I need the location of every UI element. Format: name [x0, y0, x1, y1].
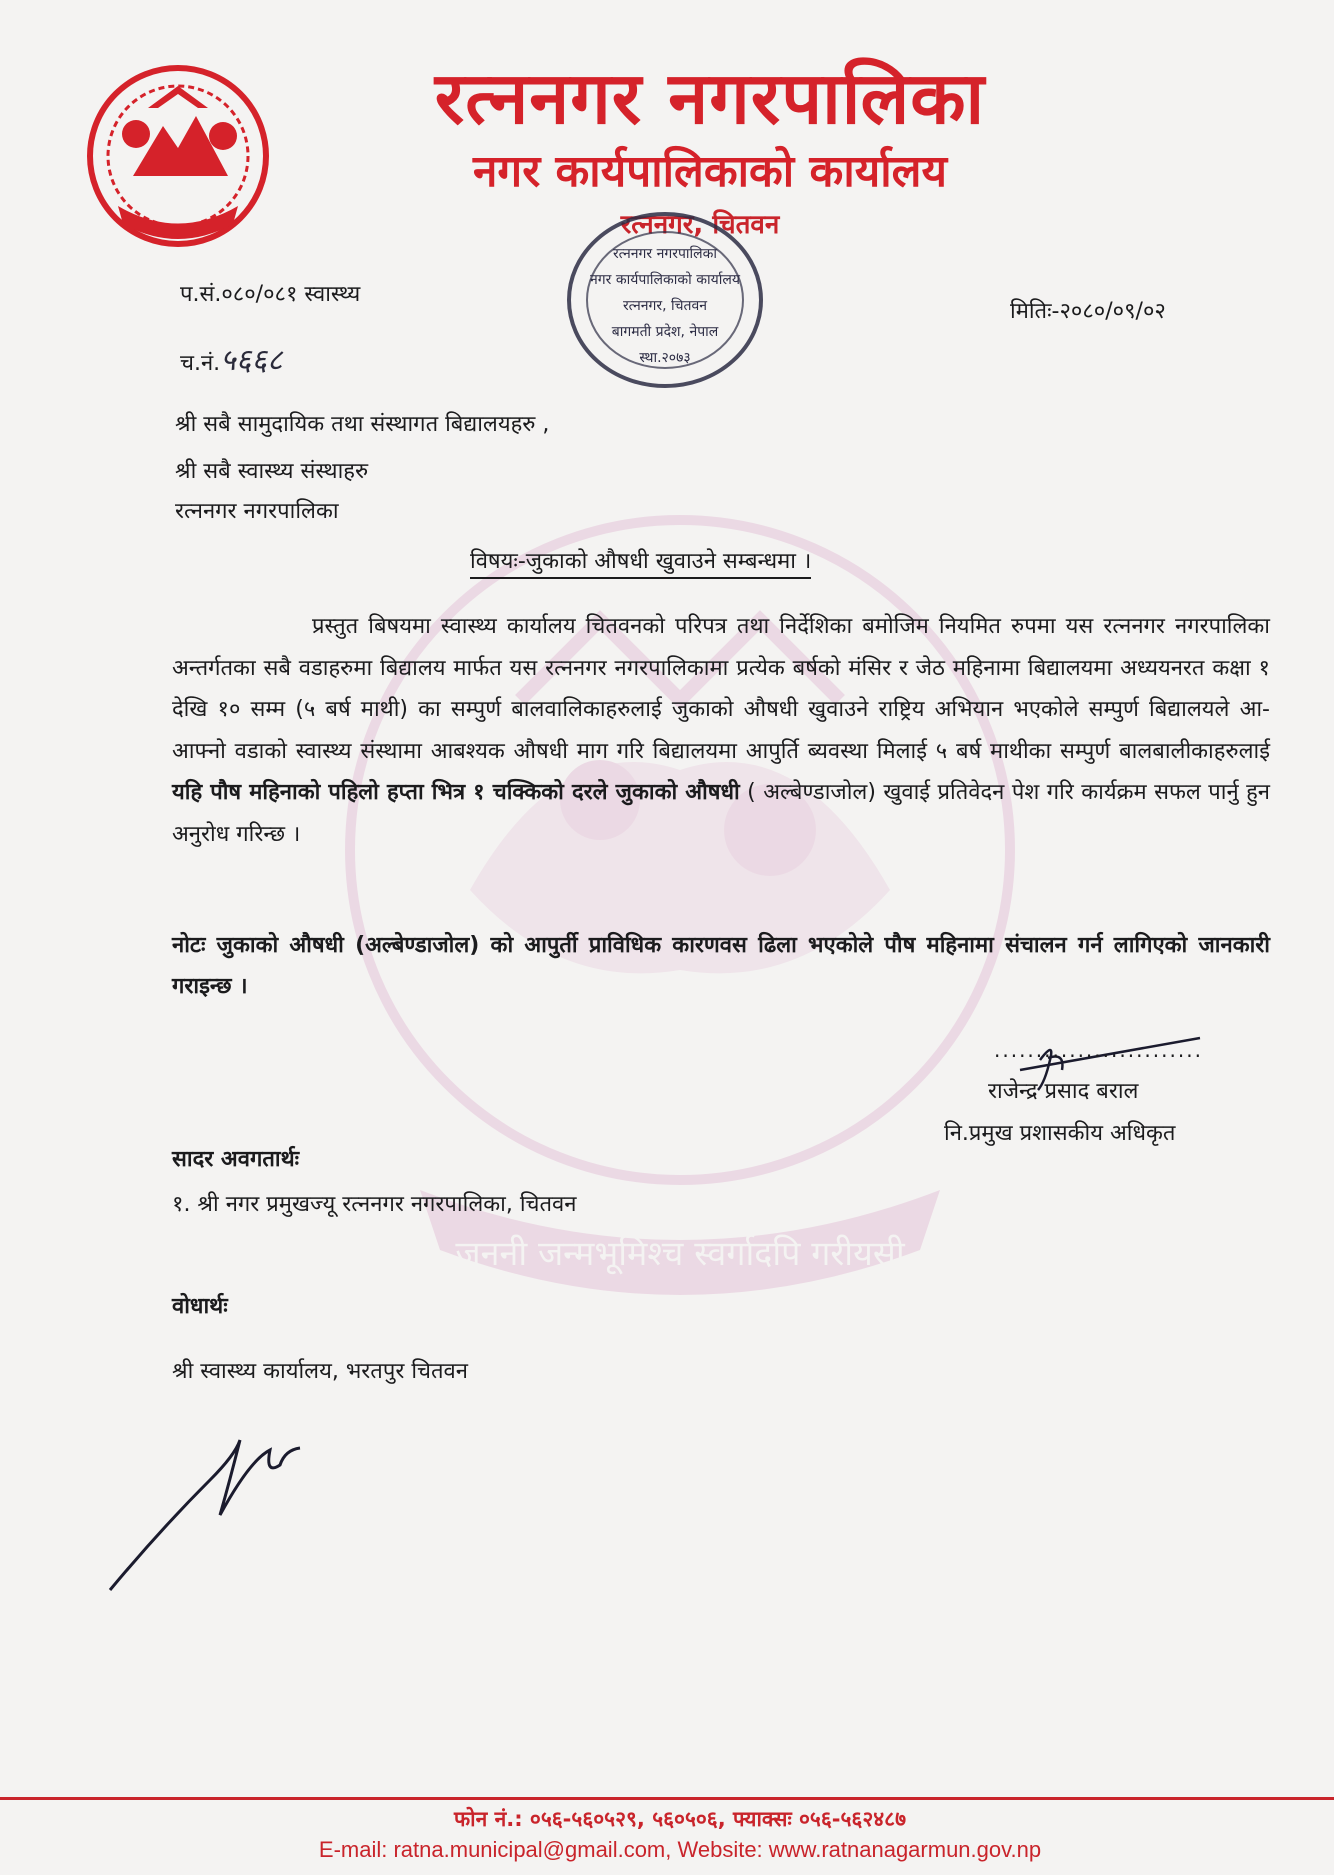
- signatory-title: नि.प्रमुख प्रशासकीय अधिकृत: [944, 1121, 1176, 1146]
- letterhead-subtitle: नगर कार्यपालिकाको कार्यालय: [473, 146, 947, 197]
- addressee-line: श्री सबै सामुदायिक तथा संस्थागत बिद्यालयहरु ,: [175, 412, 550, 437]
- stamp-line-3: रत्ननगर, चितवन: [622, 298, 708, 314]
- office-stamp-icon: [555, 200, 775, 400]
- body-text-part-1: प्रस्तुत बिषयमा स्वास्थ्य कार्यालय चितवनको परिपत्र तथा निर्देशिका बमोजिम नियमित रुपमा यस रत्ननगर नगरपालिका अन्तर्गतका सबै वडाहरुमा बिद्यालय मार्फत यस रत्ननगर नगरपालिकामा प्रत्येक बर्षको मंसिर र जेठ महिनामा बिद्यालयमा अध्ययनरत कक्षा १ देखि १० सम्म (५ बर्ष माथी) का सम्पुर्ण बालवालिकाहरुलाई जुकाको औषधी खुवाउने राष्ट्रिय अभियान भएकोले सम्पुर्ण बिद्यालयले आ-आफ्नो वडाको स्वास्थ्य संस्थामा आबश्यक औषधी माग गरि बिद्यालयमा आपुर्ति ब्यवस्था मिलाई ५ बर्ष माथीका सम्पुर्ण बालबालीकाहरुलाई: [172, 614, 1270, 764]
- signatory-name: राजेन्द्र प्रसाद बराल: [988, 1079, 1139, 1104]
- letter-body: [172, 606, 1270, 855]
- letter-subject: विषयः-जुकाको औषधी खुवाउने सम्बन्धमा ।: [470, 545, 811, 579]
- footer-contact: E-mail: ratna.municipal@gmail.com, Website: www.ratnanagarmun.gov.np: [318, 1837, 1042, 1862]
- body-text-part-2: ( अल्बेण्डाजोल) खुवाई प्रतिवेदन पेश गरि कार्यक्रम सफल पार्नु हुन अनुरोध गरिन्छ ।: [172, 780, 1270, 847]
- dispatch-label: च.नं.: [180, 351, 221, 376]
- dispatch-number: [180, 338, 283, 379]
- dispatch-value: ५६६८: [220, 343, 283, 378]
- letterhead-title: रत्ननगर नगरपालिका: [434, 56, 986, 140]
- info-to-item: श्री स्वास्थ्य कार्यालय, भरतपुर चितवन: [172, 1359, 468, 1384]
- signature-dots: .........................: [994, 1038, 1203, 1062]
- stamp-line-2: नगर कार्यपालिकाको कार्यालय: [590, 272, 740, 288]
- addressee-line: श्री सबै स्वास्थ्य संस्थाहरु: [175, 459, 369, 484]
- body-text-bold: यहि पौष महिनाको पहिलो हप्ता भित्र १ चक्किको दरले जुकाको औषधी: [172, 780, 740, 805]
- stamp-line-5: स्था.२०७३: [639, 350, 691, 366]
- watermark-motto: जननी जन्मभूमिश्च स्वर्गादपि गरीयसी: [455, 1234, 905, 1274]
- stamp-line-1: रत्ननगर नगरपालिका: [612, 246, 718, 262]
- footer-phone: फोन नं.: ०५६-५६०५२९, ५६०५०६, फ्याक्सः ०५६-५६२४८७: [453, 1807, 906, 1831]
- reference-number: प.सं.०८०/०८१ स्वास्थ्य: [180, 282, 361, 307]
- initials-scribble-icon: [100, 1420, 340, 1600]
- addressee-line: रत्ननगर नगरपालिका: [175, 499, 339, 524]
- letter-note: नोटः जुकाको औषधी (अल्बेण्डाजोल) को आपुर्ती प्राविधिक कारणवस ढिला भएकोले पौष महिनामा संचालन गर्न लागिएको जानकारी गराइन्छ ।: [172, 933, 1270, 999]
- copy-to-item: १. श्री नगर प्रमुखज्यू रत्ननगर नगरपालिका, चितवन: [172, 1192, 577, 1217]
- stamp-line-4: बागमती प्रदेश, नेपाल: [611, 324, 719, 340]
- footer-divider: [0, 1797, 1334, 1800]
- letter-date: मितिः-२०८०/०९/०२: [1010, 299, 1166, 324]
- letterhead-location: रत्ननगर, चितवन: [620, 210, 780, 240]
- nepal-emblem-icon: [78, 56, 278, 256]
- copy-to-label: सादर अवगतार्थः: [172, 1147, 300, 1172]
- info-to-label: वोधार्थः: [172, 1294, 228, 1319]
